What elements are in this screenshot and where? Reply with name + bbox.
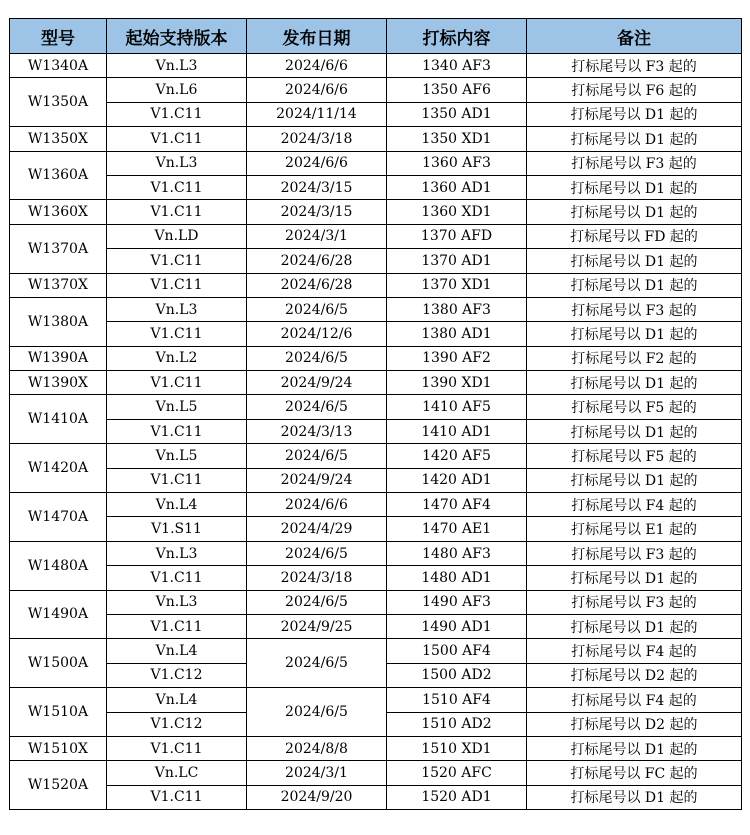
header-model: 型号: [10, 19, 107, 54]
model-cell: W1390A: [10, 346, 107, 370]
remark-cell: 打标尾号以 D1 起的: [527, 249, 742, 273]
marking-cell: 1380 AD1: [387, 322, 527, 346]
remark-cell: 打标尾号以 D1 起的: [527, 736, 742, 760]
date-cell: 2024/3/18: [247, 127, 387, 151]
date-cell: 2024/3/1: [247, 761, 387, 785]
marking-cell: 1370 AD1: [387, 249, 527, 273]
table-row: [10, 395, 742, 419]
model-cell: W1360X: [10, 200, 107, 224]
date-cell: 2024/6/28: [247, 249, 387, 273]
marking-cell: 1410 AD1: [387, 419, 527, 443]
version-cell: V1.C11: [107, 249, 247, 273]
model-cell: W1520A: [10, 761, 107, 810]
date-cell: 2024/6/5: [247, 297, 387, 321]
version-cell: V1.C11: [107, 785, 247, 809]
date-cell: 2024/9/20: [247, 785, 387, 809]
remark-cell: 打标尾号以 F4 起的: [527, 639, 742, 663]
remark-cell: 打标尾号以 D1 起的: [527, 127, 742, 151]
version-cell: V1.C11: [107, 102, 247, 126]
version-cell: V1.C12: [107, 663, 247, 687]
date-cell: 2024/6/6: [247, 493, 387, 517]
remark-cell: 打标尾号以 F4 起的: [527, 688, 742, 712]
version-cell: Vn.LC: [107, 761, 247, 785]
model-cell: W1500A: [10, 639, 107, 688]
marking-cell: 1370 XD1: [387, 273, 527, 297]
remark-cell: 打标尾号以 D2 起的: [527, 712, 742, 736]
version-cell: V1.C11: [107, 419, 247, 443]
model-cell: W1370X: [10, 273, 107, 297]
model-cell: W1350A: [10, 78, 107, 127]
table-row: [10, 419, 742, 443]
table-row: [10, 493, 742, 517]
table-row: [10, 102, 742, 126]
remark-cell: 打标尾号以 F5 起的: [527, 444, 742, 468]
marking-cell: 1360 XD1: [387, 200, 527, 224]
remark-cell: 打标尾号以 D1 起的: [527, 371, 742, 395]
model-version-table: [9, 18, 742, 810]
model-cell: W1470A: [10, 493, 107, 542]
remark-cell: 打标尾号以 F3 起的: [527, 297, 742, 321]
table-row: [10, 200, 742, 224]
table-row: [10, 541, 742, 565]
version-cell: Vn.L4: [107, 639, 247, 663]
remark-cell: 打标尾号以 D2 起的: [527, 663, 742, 687]
date-cell: 2024/6/5: [247, 688, 387, 737]
version-cell: V1.C12: [107, 712, 247, 736]
version-cell: Vn.L3: [107, 541, 247, 565]
marking-cell: 1350 AD1: [387, 102, 527, 126]
version-cell: Vn.LD: [107, 224, 247, 248]
date-cell: 2024/6/6: [247, 78, 387, 102]
date-cell: 2024/4/29: [247, 517, 387, 541]
marking-cell: 1420 AF5: [387, 444, 527, 468]
marking-cell: 1380 AF3: [387, 297, 527, 321]
marking-cell: 1390 XD1: [387, 371, 527, 395]
table-body: [10, 54, 742, 810]
table-row: [10, 322, 742, 346]
table-row: [10, 346, 742, 370]
date-cell: 2024/6/5: [247, 395, 387, 419]
model-cell: W1390X: [10, 371, 107, 395]
date-cell: 2024/6/28: [247, 273, 387, 297]
remark-cell: 打标尾号以 E1 起的: [527, 517, 742, 541]
version-cell: V1.C11: [107, 322, 247, 346]
version-cell: Vn.L3: [107, 151, 247, 175]
remark-cell: 打标尾号以 D1 起的: [527, 566, 742, 590]
remark-cell: 打标尾号以 D1 起的: [527, 102, 742, 126]
table-row: [10, 444, 742, 468]
table-row: [10, 517, 742, 541]
model-cell: W1420A: [10, 444, 107, 493]
version-cell: Vn.L4: [107, 688, 247, 712]
version-cell: Vn.L3: [107, 297, 247, 321]
date-cell: 2024/9/24: [247, 371, 387, 395]
table-row: [10, 54, 742, 78]
model-cell: W1340A: [10, 54, 107, 78]
marking-cell: 1470 AE1: [387, 517, 527, 541]
model-cell: W1380A: [10, 297, 107, 346]
version-cell: V1.C11: [107, 273, 247, 297]
table-row: [10, 761, 742, 785]
remark-cell: 打标尾号以 F3 起的: [527, 151, 742, 175]
version-cell: V1.C11: [107, 468, 247, 492]
model-cell: W1510X: [10, 736, 107, 760]
table-row: [10, 590, 742, 614]
date-cell: 2024/12/6: [247, 322, 387, 346]
version-cell: V1.C11: [107, 736, 247, 760]
version-cell: Vn.L5: [107, 444, 247, 468]
table-row: [10, 297, 742, 321]
date-cell: 2024/11/14: [247, 102, 387, 126]
remark-cell: 打标尾号以 F3 起的: [527, 541, 742, 565]
remark-cell: 打标尾号以 D1 起的: [527, 322, 742, 346]
version-cell: Vn.L4: [107, 493, 247, 517]
table-row: [10, 224, 742, 248]
remark-cell: 打标尾号以 F5 起的: [527, 395, 742, 419]
table-container: [9, 18, 742, 810]
remark-cell: 打标尾号以 F3 起的: [527, 54, 742, 78]
header-start-version: 起始支持版本: [107, 19, 247, 54]
date-cell: 2024/6/6: [247, 54, 387, 78]
table-row: [10, 249, 742, 273]
marking-cell: 1510 XD1: [387, 736, 527, 760]
marking-cell: 1470 AF4: [387, 493, 527, 517]
date-cell: 2024/6/6: [247, 151, 387, 175]
remark-cell: 打标尾号以 D1 起的: [527, 785, 742, 809]
date-cell: 2024/9/24: [247, 468, 387, 492]
table-row: [10, 468, 742, 492]
remark-cell: 打标尾号以 D1 起的: [527, 200, 742, 224]
remark-cell: 打标尾号以 F6 起的: [527, 78, 742, 102]
date-cell: 2024/6/5: [247, 590, 387, 614]
version-cell: V1.C11: [107, 614, 247, 638]
marking-cell: 1420 AD1: [387, 468, 527, 492]
marking-cell: 1350 AF6: [387, 78, 527, 102]
model-cell: W1490A: [10, 590, 107, 639]
date-cell: 2024/9/25: [247, 614, 387, 638]
version-cell: Vn.L5: [107, 395, 247, 419]
model-cell: W1350X: [10, 127, 107, 151]
marking-cell: 1370 AFD: [387, 224, 527, 248]
version-cell: Vn.L6: [107, 78, 247, 102]
remark-cell: 打标尾号以 D1 起的: [527, 419, 742, 443]
table-row: [10, 151, 742, 175]
table-header: [10, 19, 742, 54]
version-cell: Vn.L3: [107, 590, 247, 614]
date-cell: 2024/3/1: [247, 224, 387, 248]
version-cell: V1.S11: [107, 517, 247, 541]
table-row: [10, 614, 742, 638]
remark-cell: 打标尾号以 F3 起的: [527, 590, 742, 614]
table-row: [10, 175, 742, 199]
remark-cell: 打标尾号以 D1 起的: [527, 273, 742, 297]
remark-cell: 打标尾号以 D1 起的: [527, 468, 742, 492]
remark-cell: 打标尾号以 FC 起的: [527, 761, 742, 785]
date-cell: 2024/3/18: [247, 566, 387, 590]
marking-cell: 1520 AFC: [387, 761, 527, 785]
version-cell: V1.C11: [107, 371, 247, 395]
date-cell: 2024/3/15: [247, 175, 387, 199]
marking-cell: 1350 XD1: [387, 127, 527, 151]
marking-cell: 1520 AD1: [387, 785, 527, 809]
table-row: [10, 371, 742, 395]
version-cell: V1.C11: [107, 127, 247, 151]
model-cell: W1370A: [10, 224, 107, 273]
remark-cell: 打标尾号以 D1 起的: [527, 175, 742, 199]
table-row: [10, 78, 742, 102]
table-row: [10, 273, 742, 297]
table-row: [10, 566, 742, 590]
marking-cell: 1390 AF2: [387, 346, 527, 370]
version-cell: V1.C11: [107, 200, 247, 224]
version-cell: V1.C11: [107, 175, 247, 199]
date-cell: 2024/8/8: [247, 736, 387, 760]
header-marking: 打标内容: [387, 19, 527, 54]
marking-cell: 1360 AD1: [387, 175, 527, 199]
marking-cell: 1490 AD1: [387, 614, 527, 638]
version-cell: Vn.L2: [107, 346, 247, 370]
remark-cell: 打标尾号以 F2 起的: [527, 346, 742, 370]
remark-cell: 打标尾号以 FD 起的: [527, 224, 742, 248]
header-release-date: 发布日期: [247, 19, 387, 54]
marking-cell: 1480 AD1: [387, 566, 527, 590]
version-cell: V1.C11: [107, 566, 247, 590]
model-cell: W1480A: [10, 541, 107, 590]
table-row: [10, 785, 742, 809]
date-cell: 2024/6/5: [247, 346, 387, 370]
table-row: [10, 688, 742, 712]
model-cell: W1510A: [10, 688, 107, 737]
date-cell: 2024/3/15: [247, 200, 387, 224]
date-cell: 2024/6/5: [247, 541, 387, 565]
date-cell: 2024/6/5: [247, 639, 387, 688]
marking-cell: 1510 AF4: [387, 688, 527, 712]
model-cell: W1410A: [10, 395, 107, 444]
version-cell: Vn.L3: [107, 54, 247, 78]
model-cell: W1360A: [10, 151, 107, 200]
marking-cell: 1500 AD2: [387, 663, 527, 687]
header-row: [10, 19, 742, 54]
remark-cell: 打标尾号以 D1 起的: [527, 614, 742, 638]
marking-cell: 1500 AF4: [387, 639, 527, 663]
table-row: [10, 639, 742, 663]
marking-cell: 1510 AD2: [387, 712, 527, 736]
date-cell: 2024/3/13: [247, 419, 387, 443]
marking-cell: 1410 AF5: [387, 395, 527, 419]
date-cell: 2024/6/5: [247, 444, 387, 468]
table-row: [10, 127, 742, 151]
header-remark: 备注: [527, 19, 742, 54]
remark-cell: 打标尾号以 F4 起的: [527, 493, 742, 517]
marking-cell: 1360 AF3: [387, 151, 527, 175]
table-row: [10, 736, 742, 760]
marking-cell: 1480 AF3: [387, 541, 527, 565]
marking-cell: 1340 AF3: [387, 54, 527, 78]
marking-cell: 1490 AF3: [387, 590, 527, 614]
